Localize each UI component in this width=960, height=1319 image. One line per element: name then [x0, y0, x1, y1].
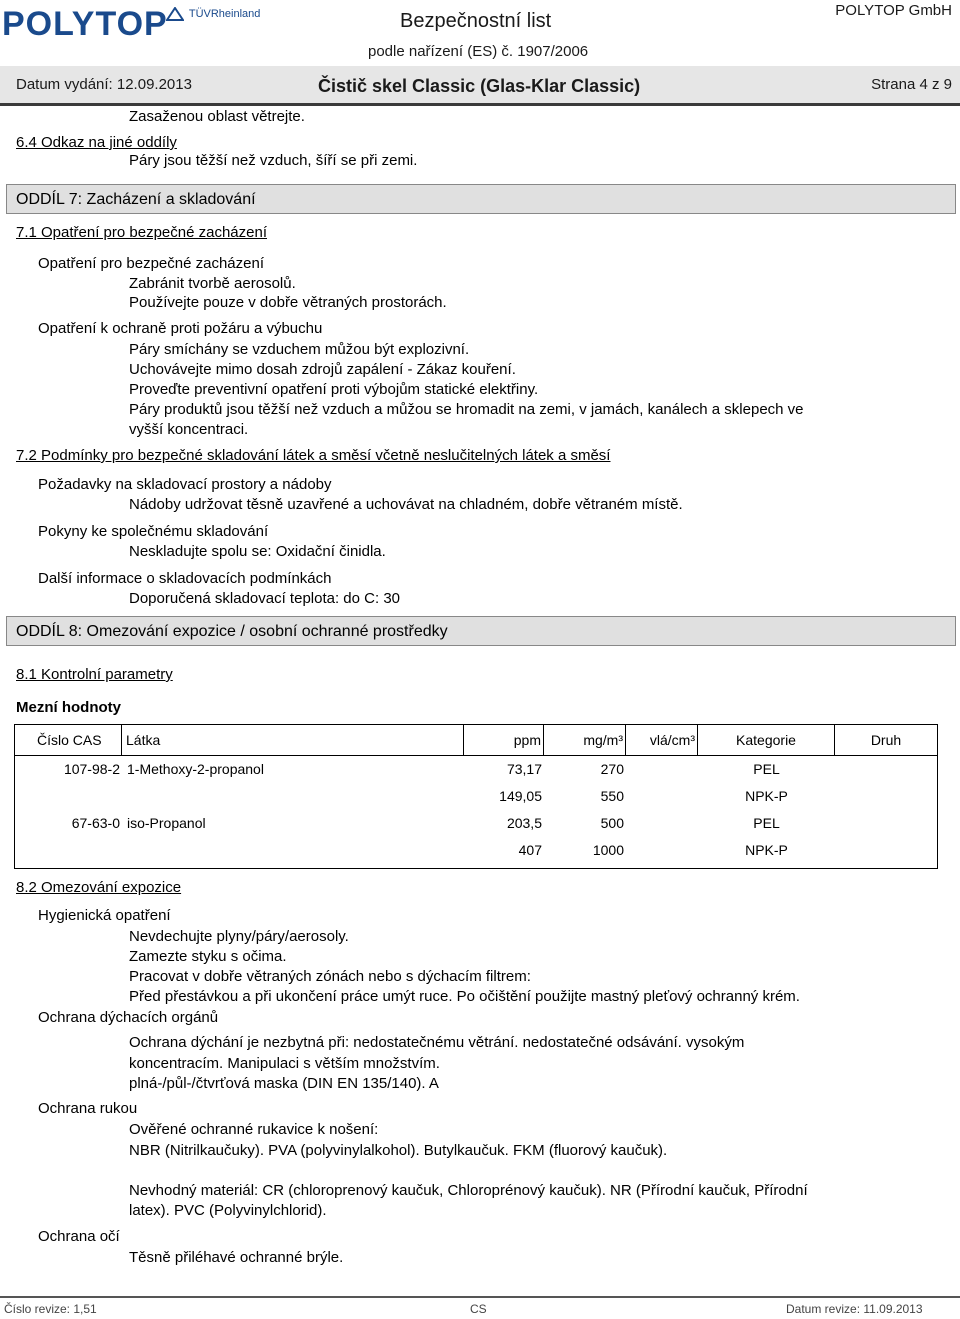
respiratory-line: Ochrana dýchání je nezbytná při: nedostatečnému větrání. nedostatečné odsávání. vysokým	[129, 1034, 745, 1051]
limit-values-heading: Mezní hodnoty	[16, 699, 121, 716]
cell-substance: iso-Propanol	[127, 815, 206, 831]
cell-mg: 270	[600, 761, 624, 777]
language-code: CS	[470, 1302, 487, 1316]
document-title: Bezpečnostní list	[400, 10, 552, 32]
regulation-reference: podle nařízení (ES) č. 1907/2006	[368, 43, 589, 60]
page-number: Strana 4 z 9	[871, 76, 952, 93]
section-7-header: ODDÍL 7: Zacházení a skladování	[6, 184, 956, 214]
product-name: Čistič skel Classic (Glas-Klar Classic)	[318, 76, 641, 96]
handling-line: Zabránit tvorbě aerosolů.	[129, 275, 296, 292]
respiratory-line: koncentracím. Manipulaci s větším množstvím.	[129, 1055, 440, 1072]
company-name: POLYTOP GmbH	[835, 2, 952, 19]
handling-heading: Opatření pro bezpečné zacházení	[38, 255, 264, 272]
fire-line: vyšší koncentraci.	[129, 421, 249, 438]
storage-requirements-heading: Požadavky na skladovací prostory a nádoby	[38, 476, 332, 493]
hand-line: Nevhodný materiál: CR (chloroprenový kaučuk, Chloroprénový kaučuk). NR (Přírodní kaučuk, Přírodní	[129, 1182, 808, 1199]
fire-line: Páry smíchány se vzduchem můžou být explozivní.	[129, 341, 470, 358]
cell-category: PEL	[753, 815, 780, 831]
subsection-6-4-heading: 6.4 Odkaz na jiné oddíly	[16, 134, 177, 151]
limit-values-table	[14, 724, 938, 869]
hygiene-line: Nevdechujte plyny/páry/aerosoly.	[129, 928, 349, 945]
fire-line: Páry produktů jsou těžší než vzduch a můžou se hromadit na zemi, v jamách, kanálech a sklepech ve	[129, 401, 804, 418]
storage-info-heading: Další informace o skladovacích podmínkách	[38, 570, 332, 587]
respiratory-line: plná-/půl-/čtvrťová maska (DIN EN 135/140). A	[129, 1075, 439, 1092]
col-header-substance: Látka	[122, 725, 464, 756]
subsection-7-1-heading: 7.1 Opatření pro bezpečné zacházení	[16, 224, 268, 241]
eye-line: Těsně přiléhavé ochranné brýle.	[129, 1249, 344, 1266]
cell-cas: 67-63-0	[71, 815, 120, 831]
tuv-certification	[166, 7, 260, 21]
hygiene-line: Před přestávkou a při ukončení práce umýt ruce. Po očištění použijte mastný pleťový ochranný krém.	[129, 988, 800, 1005]
polytop-logo	[2, 5, 168, 43]
hygiene-heading: Hygienická opatření	[38, 907, 171, 924]
cell-ppm: 203,5	[506, 815, 542, 831]
col-header-ppm: ppm	[464, 725, 544, 756]
handling-line: Používejte pouze v dobře větraných prostorách.	[129, 294, 447, 311]
cell-cas: 107-98-2	[63, 761, 120, 777]
joint-storage-heading: Pokyny ke společnému skladování	[38, 523, 269, 540]
hand-protection-heading: Ochrana rukou	[38, 1100, 138, 1117]
section-8-header: ODDÍL 8: Omezování expozice / osobní ochranné prostředky	[6, 616, 956, 646]
tuv-label: TÜVRheinland	[188, 7, 261, 20]
logo-text: POLYTOP	[2, 5, 168, 43]
cell-mg: 500	[600, 815, 624, 831]
cell-mg: 550	[600, 788, 624, 804]
s6-line: Páry jsou těžší než vzduch, šíří se při zemi.	[129, 152, 418, 169]
col-header-fibres: vlá/cm³	[626, 725, 698, 756]
eye-protection-heading: Ochrana očí	[38, 1228, 120, 1245]
cell-ppm: 73,17	[506, 761, 542, 777]
joint-storage-line: Neskladujte spolu se: Oxidační činidla.	[129, 543, 386, 560]
col-header-type: Druh	[835, 725, 937, 756]
cell-ppm: 407	[518, 842, 542, 858]
tuv-triangle-icon	[166, 7, 184, 21]
fire-line: Proveďte preventivní opatření proti výbojům statické elektřiny.	[129, 381, 539, 398]
s6-line: Zasaženou oblast větrejte.	[129, 108, 305, 125]
footer-divider	[0, 1296, 960, 1298]
fire-line: Uchovávejte mimo dosah zdrojů zapálení - Zákaz kouření.	[129, 361, 516, 378]
cell-ppm: 149,05	[499, 788, 542, 804]
col-header-cas: Číslo CAS	[15, 725, 122, 756]
cell-category: PEL	[753, 761, 780, 777]
cell-mg: 1000	[592, 842, 624, 858]
cell-substance: 1-Methoxy-2-propanol	[127, 761, 264, 777]
respiratory-heading: Ochrana dýchacích orgánů	[38, 1009, 219, 1026]
cell-category: NPK-P	[745, 842, 788, 858]
storage-line: Nádoby udržovat těsně uzavřené a uchovávat na chladném, dobře větraném místě.	[129, 496, 683, 513]
cell-category: NPK-P	[745, 788, 788, 804]
hand-line: latex). PVC (Polyvinylchlorid).	[129, 1202, 327, 1219]
hygiene-line: Pracovat v dobře větraných zónách nebo s dýchacím filtrem:	[129, 968, 531, 985]
fire-protection-heading: Opatření k ochraně proti požáru a výbuchu	[38, 320, 323, 337]
issue-date: Datum vydání: 12.09.2013	[16, 76, 192, 93]
col-header-category: Kategorie	[698, 725, 835, 756]
subsection-8-2-heading: 8.2 Omezování expozice	[16, 879, 182, 896]
subsection-8-1-heading: 8.1 Kontrolní parametry	[16, 666, 173, 683]
hand-line: NBR (Nitrilkaučuky). PVA (polyvinylalkohol). Butylkaučuk. FKM (fluorový kaučuk).	[129, 1142, 668, 1159]
col-header-mg: mg/m³	[544, 725, 626, 756]
storage-temp-line: Doporučená skladovací teplota: do C: 30	[129, 590, 401, 607]
revision-number: Číslo revize: 1,51	[4, 1302, 97, 1316]
hygiene-line: Zamezte styku s očima.	[129, 948, 287, 965]
hand-line: Ověřené ochranné rukavice k nošení:	[129, 1121, 379, 1138]
revision-date: Datum revize: 11.09.2013	[786, 1302, 923, 1316]
subsection-7-2-heading: 7.2 Podmínky pro bezpečné skladování látek a směsí včetně neslučitelných látek a směsí	[16, 447, 611, 464]
